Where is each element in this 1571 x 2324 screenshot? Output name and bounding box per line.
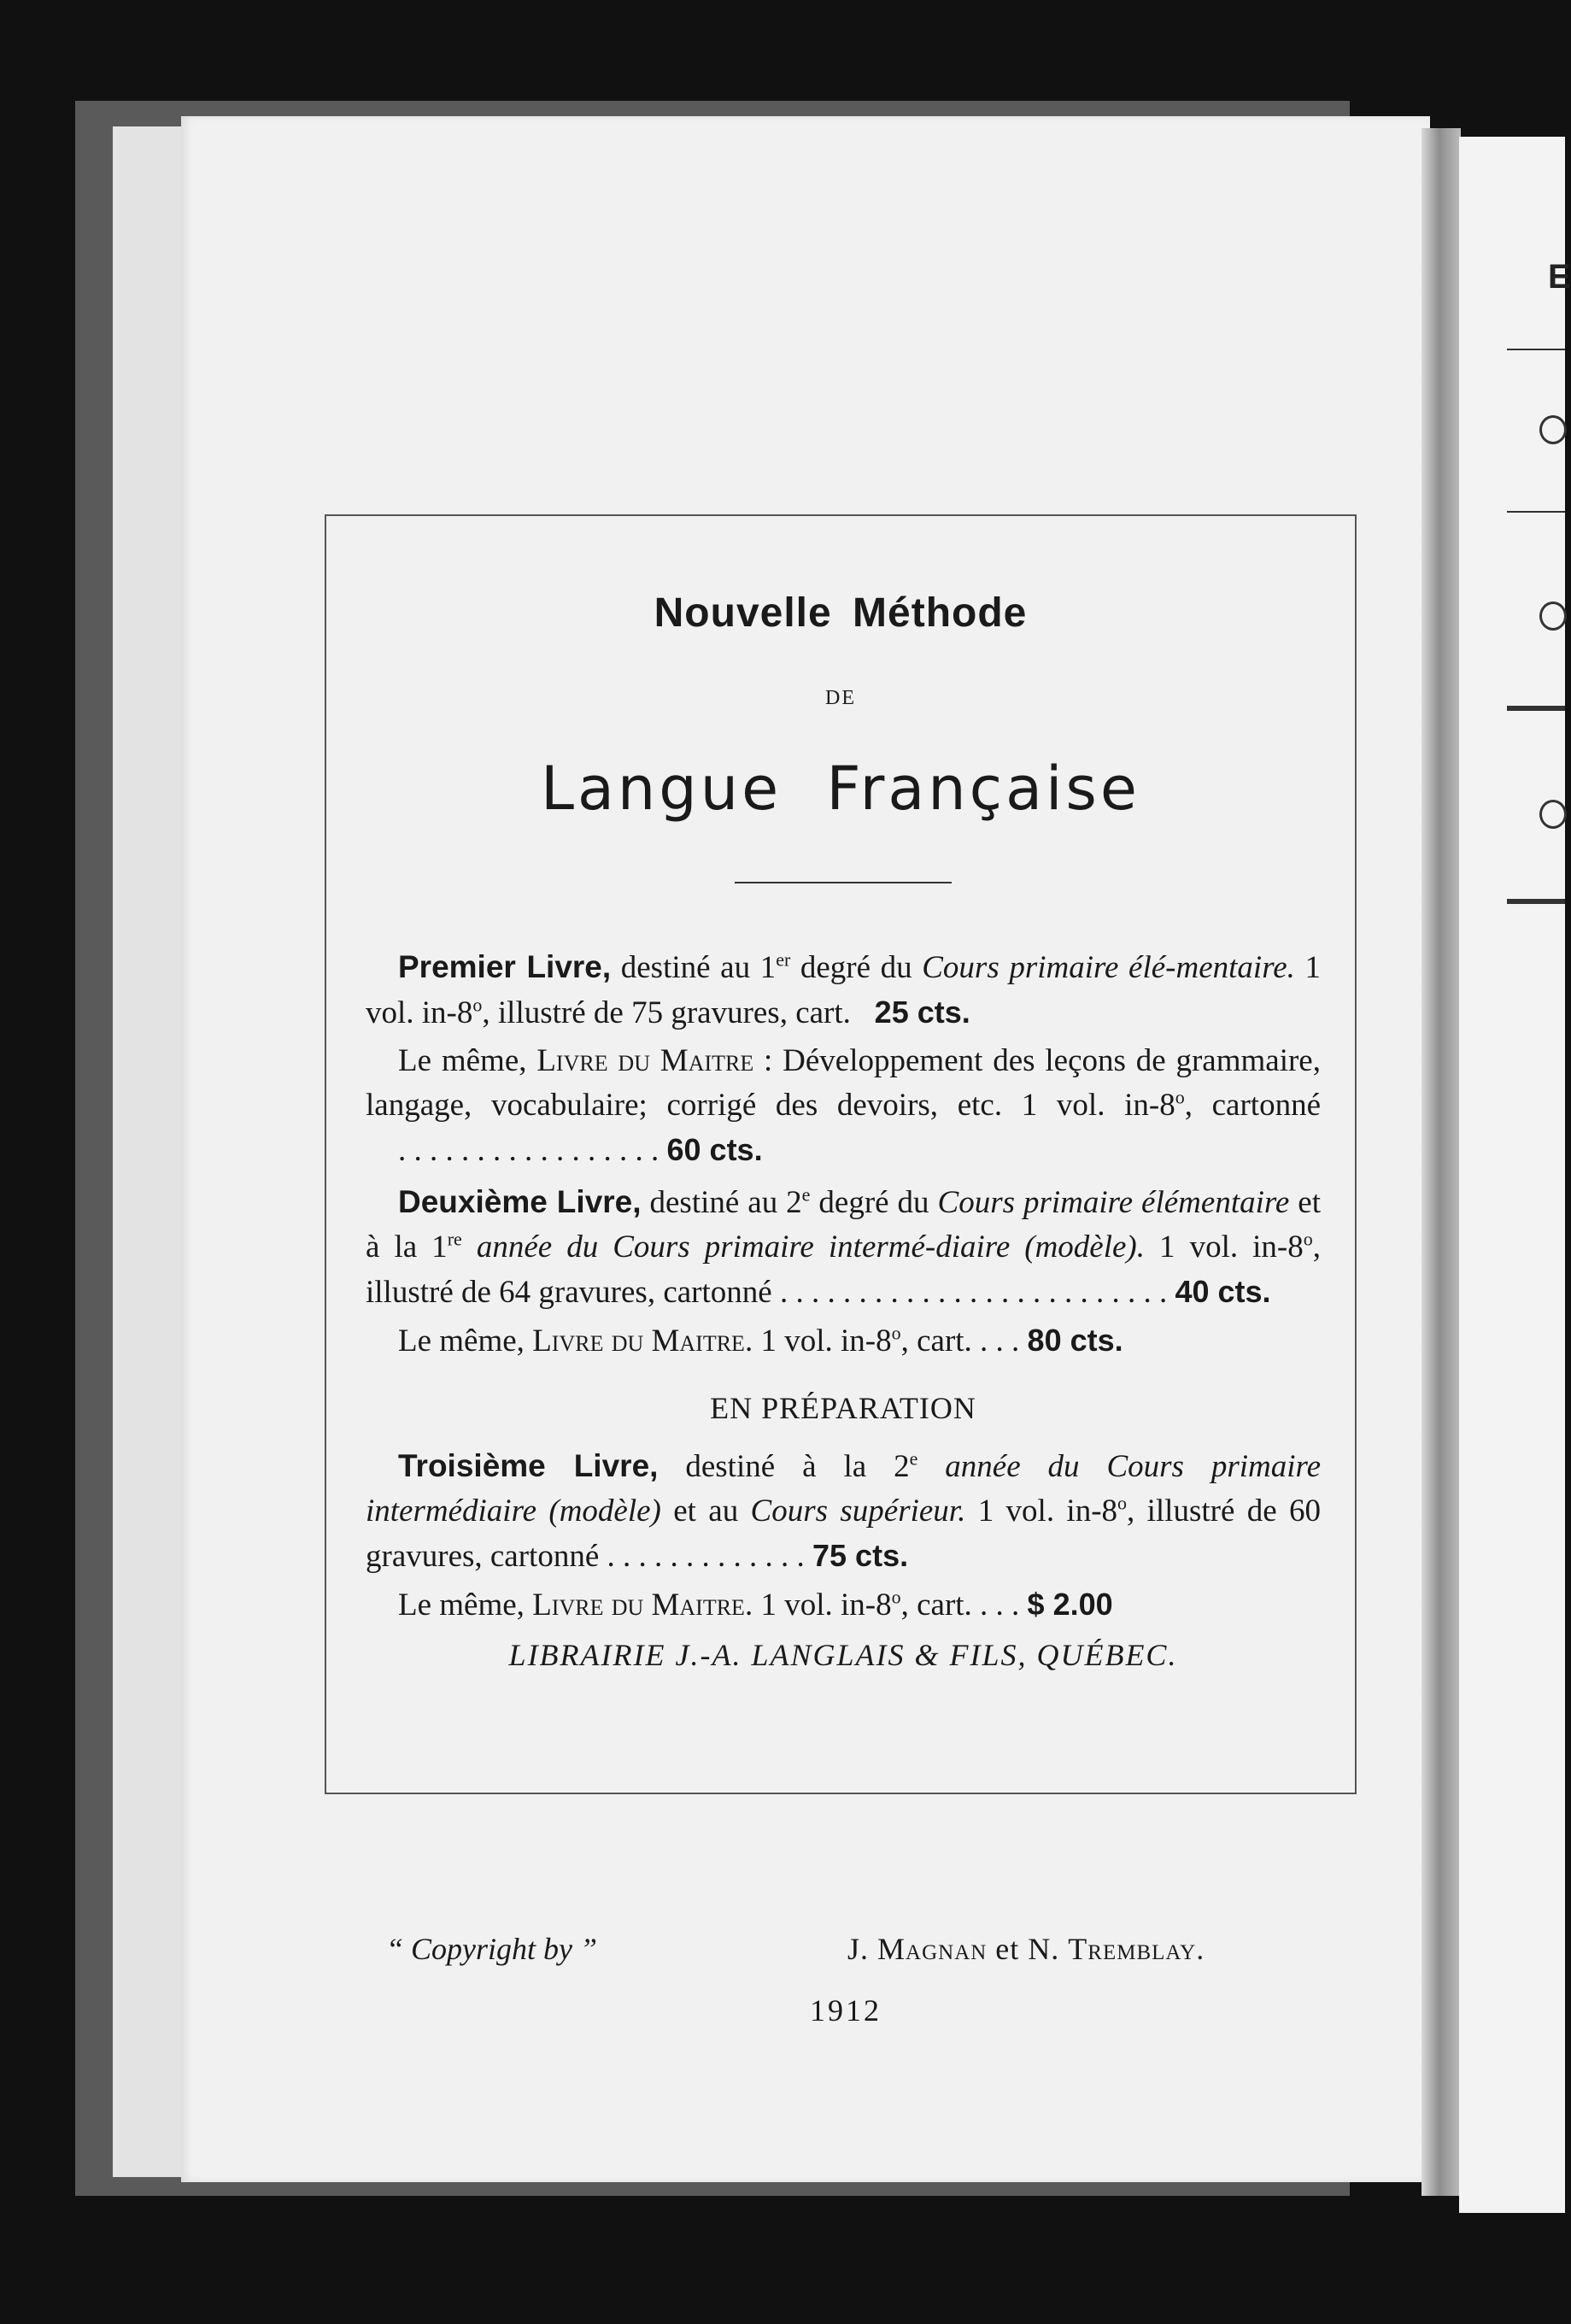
- entry-price: $ 2.00: [1027, 1587, 1113, 1622]
- adjacent-page-letter: E: [1548, 258, 1571, 296]
- adjacent-page-circle-icon: [1539, 800, 1567, 829]
- adjacent-page-rule: [1507, 349, 1565, 350]
- leader-dots: . . .: [980, 1323, 1020, 1359]
- title-langue-francaise: Langue Française: [541, 754, 1140, 824]
- entry-price: 80 cts.: [1027, 1323, 1123, 1358]
- authors-line: J. Magnan et N. Tremblay.: [847, 1932, 1205, 1966]
- book-list: [366, 945, 1321, 1677]
- entry-name: Troisième Livre,: [398, 1448, 659, 1483]
- copyright-notice: “ Copyright by ”: [386, 1932, 598, 1966]
- title-de: DE: [825, 687, 856, 709]
- leader-dots: . . . . . . . . . . . . . . . . .: [398, 1133, 659, 1168]
- adjacent-page: [1459, 137, 1565, 2213]
- leader-dots: . . .: [980, 1587, 1020, 1623]
- publication-year: 1912: [810, 1993, 882, 2028]
- leader-dots: . . . . . . . . . . . . .: [607, 1539, 805, 1574]
- leader-dots: . . . . . . . . . . . . . . . . . . . . . . . . .: [779, 1275, 1168, 1310]
- entry-troisieme-maitre: Le même, Livre du Maitre. 1 vol. in-8$^o$, cart. . . . $ 2.00: [398, 1586, 1113, 1623]
- entry-price: 25 cts.: [874, 995, 970, 1030]
- adjacent-page-rule: [1507, 706, 1565, 711]
- entry-price: 75 cts.: [812, 1538, 909, 1573]
- adjacent-page-rule: [1507, 899, 1565, 904]
- section-en-preparation: EN PRÉPARATION: [710, 1391, 976, 1425]
- entry-premier-livre: Premier Livre, destiné au 1er degré du Cours primaire élé-mentaire. 1 vol. in-8$^o$, illustré de 75 gravures, cart. 25 cts.: [366, 948, 1322, 1030]
- adjacent-page-rule: [1507, 511, 1565, 513]
- publisher-line: LIBRAIRIE J.-A. LANGLAIS & FILS, QUÉBEC.: [508, 1638, 1178, 1672]
- adjacent-page-circle-icon: [1539, 415, 1567, 444]
- page-gutter: [1422, 128, 1461, 2196]
- entry-deuxieme-maitre: Le même, Livre du Maitre. 1 vol. in-8$^o$, cart. . . . 80 cts.: [398, 1322, 1123, 1359]
- entry-deuxieme-livre: Deuxième Livre, destiné au 2e degré du Cours primaire élémentaire et à la 1re année du Cours primaire intermé-diaire (modèle). 1 vol. in-8$^o$, illustré de 64 gravures, cartonné . . . . . . . . . . . . . . . . . . . . . . . . . 40 cts.: [366, 1183, 1322, 1310]
- entry-name: Premier Livre,: [398, 949, 612, 984]
- entry-name: Deuxième Livre,: [398, 1184, 642, 1219]
- entry-troisieme-livre: Troisième Livre, destiné à la 2e année du Cours primaire intermédiaire (modèle) et au Cours supérieur. 1 vol. in-8$^o$, illustré de 60 gravures, cartonné . . . . . . . . . . . . . 75 cts.: [366, 1447, 1322, 1574]
- advertisement-frame: [325, 514, 1357, 1794]
- entry-premier-maitre: Le même, Livre du Maitre : Développement des leçons de grammaire, langage, vocabulaire; corrigé des devoirs, etc. 1 vol. in-8$^o$, cartonné . . . . . . . . . . . . . . . . . 60 cts.: [366, 1039, 1321, 1173]
- title-nouvelle-methode: Nouvelle Méthode: [654, 590, 1028, 636]
- entry-price: 60 cts.: [666, 1132, 763, 1167]
- adjacent-page-circle-icon: [1539, 602, 1567, 631]
- title-divider: [735, 882, 952, 883]
- entry-price: 40 cts.: [1175, 1274, 1271, 1309]
